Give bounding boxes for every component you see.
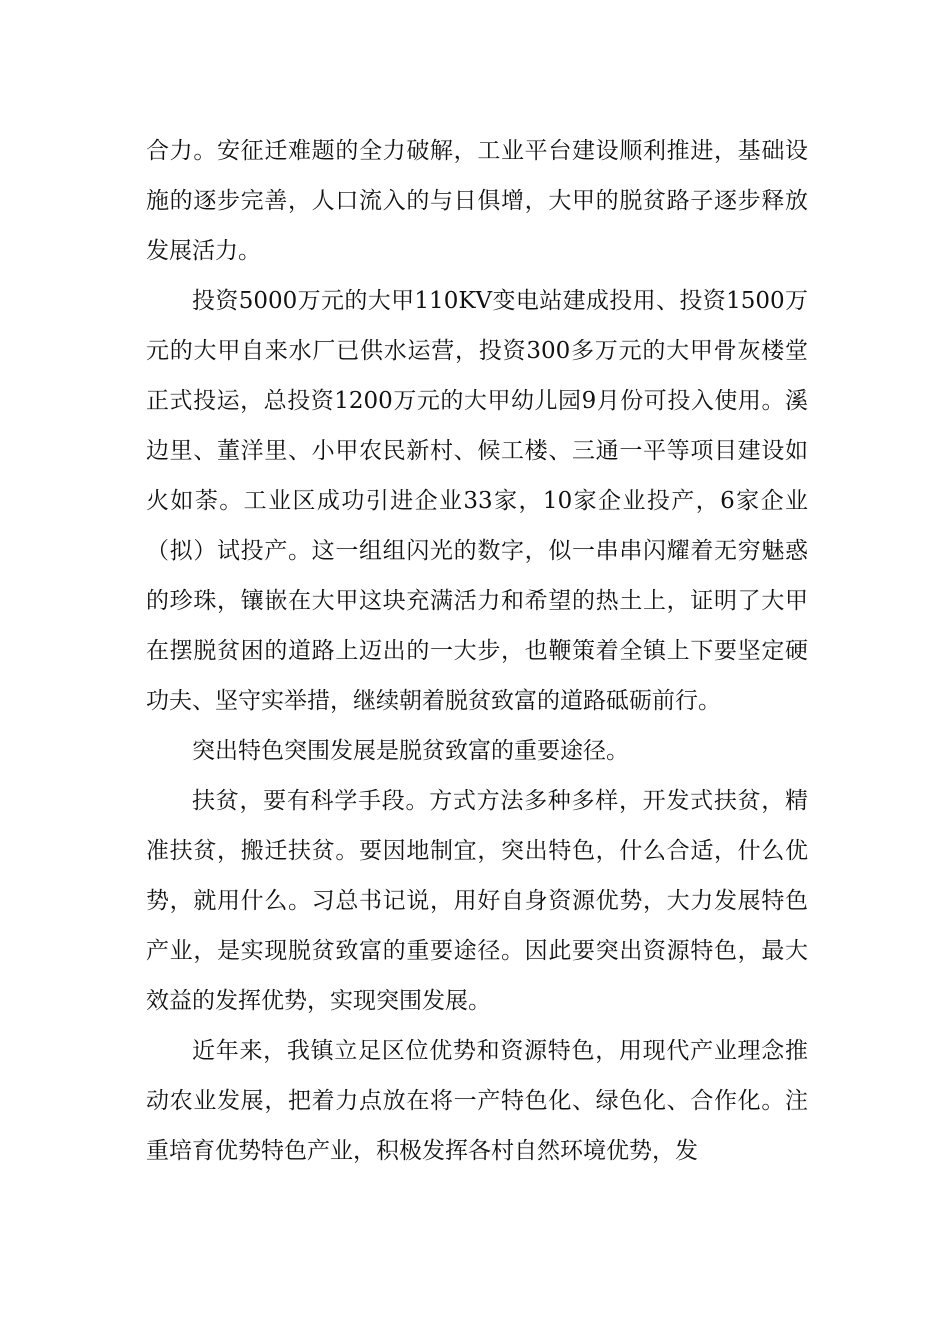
paragraph-continuation: 合力。安征迁难题的全力破解，工业平台建设顺利推进，基础设施的逐步完善，人口流入的与日俱增，大甲的脱贫路子逐步释放发展活力。 [146, 138, 808, 264]
paragraph-heading-special-features: 突出特色突围发展是脱贫致富的重要途径。 [192, 738, 629, 764]
paragraph-investment-projects: 投资5000万元的大甲110KV变电站建成投用、投资1500万元的大甲自来水厂已供水运营，投资300多万元的大甲骨灰楼堂正式投运，总投资1200万元的大甲幼儿园9月份可投入使用。溪边里、董洋里、小甲农民新村、候工楼、三通一平等项目建设如火如荼。工业区成功引进企业33家，10家企业投产，6家企业（拟）试投产。这一组组闪光的数字，似一串串闪耀着无穷魅惑的珍珠，镶嵌在大甲这块充满活力和希望的热土上，证明了大甲在摆脱贫困的道路上迈出的一大步，也鞭策着全镇上下要坚定硬功夫、坚守实举措，继续朝着脱贫致富的道路砥砺前行。 [146, 288, 808, 714]
document-page [146, 126, 808, 1176]
paragraph-poverty-methods: 扶贫，要有科学手段。方式方法多种多样，开发式扶贫，精准扶贫，搬迁扶贫。要因地制宜，突出特色，什么合适，什么优势，就用什么。习总书记说，用好自身资源优势，大力发展特色产业，是实现脱贫致富的重要途径。因此要突出资源特色，最大效益的发挥优势，实现突围发展。 [146, 788, 808, 1014]
paragraph-recent-years: 近年来，我镇立足区位优势和资源特色，用现代产业理念推动农业发展，把着力点放在将一产特色化、绿色化、合作化。注重培育优势特色产业，积极发挥各村自然环境优势，发 [146, 1038, 808, 1164]
